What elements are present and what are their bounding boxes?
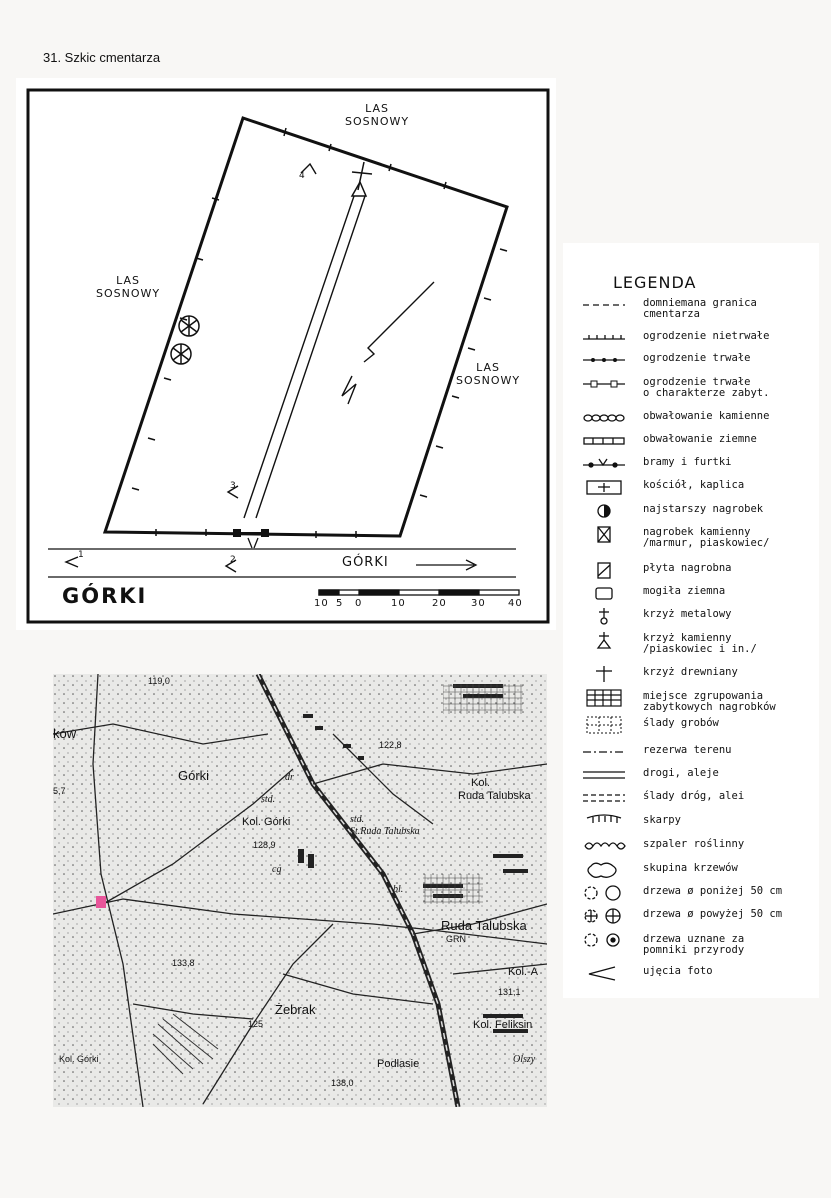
scale-tick: 20 [432, 598, 447, 609]
map-label: Kol. Feliksin [473, 1019, 533, 1031]
grave-cluster-icon [581, 689, 627, 707]
map-label: Kol. Górki [242, 816, 291, 828]
church-icon [581, 478, 627, 496]
scale-tick: 30 [471, 598, 486, 609]
fence-permanent-icon [581, 351, 627, 369]
photo-markers [66, 164, 316, 572]
map-label: dr [285, 772, 294, 783]
map-label: Podlasie [377, 1058, 420, 1070]
legend-item-label: drzewa ø powyżej 50 cm [643, 908, 783, 920]
map-label: std. [350, 814, 365, 825]
map-label: GRN [446, 934, 466, 944]
legend-item-label: bramy i furtki [643, 456, 732, 468]
fence-temporary-icon [581, 329, 627, 347]
map-label: St.Ruda Talubska [350, 826, 420, 837]
metal-cross-icon [581, 607, 627, 625]
cemetery-boundary [105, 118, 507, 536]
map-label: 5,7 [53, 786, 66, 796]
shrubs-icon [581, 861, 627, 879]
scale-tick: 10 [391, 598, 406, 609]
page-title: 31. Szkic cmentarza [43, 50, 161, 65]
topographic-map [53, 674, 547, 1107]
stone-bank-icon [581, 409, 627, 427]
village-label: GÓRKI [62, 584, 148, 608]
reserve-line-icon [581, 743, 627, 761]
earth-grave-icon [581, 584, 627, 602]
photo-shot-icon [66, 557, 78, 567]
road-direction-arrow [416, 560, 476, 570]
map-label: Kol. Górki [59, 1054, 99, 1064]
map-label: Ruda Talubska [458, 790, 531, 802]
map-label: Górki [178, 768, 210, 783]
map-label: 119,0 [148, 676, 170, 686]
map-label: 125 [248, 1019, 264, 1029]
photo-mark-4: 4 [299, 171, 306, 181]
stone-tombstone-icon [581, 525, 627, 543]
stone-cross-icon [581, 631, 627, 649]
forest-label-left: LAS SOSNOWY [96, 274, 161, 300]
wooden-cross-icon [581, 665, 627, 683]
grave-slab-icon [581, 561, 627, 579]
map-label: 138,0 [331, 1078, 354, 1088]
legend-item-label: najstarszy nagrobek [643, 503, 764, 515]
legend-item-label: skupina krzewów [643, 862, 738, 874]
alley-line-right [256, 196, 365, 518]
legend-item-label: skarpy [643, 814, 681, 826]
large-trees-icon [581, 907, 627, 925]
cemetery-sketch [16, 78, 556, 630]
legend-item-label: ogrodzenie nietrwałe [643, 330, 770, 342]
legend-item-label: ogrodzenie trwałe o charakterze zabyt. [643, 376, 770, 399]
legend-item-label: obwałowanie kamienne [643, 410, 770, 422]
map-label: Olszy [513, 1054, 536, 1065]
map-label: std. [261, 794, 276, 805]
map-label: cg [272, 864, 282, 875]
legend-item-label: krzyż drewniany [643, 666, 738, 678]
legend-item-label: miejsce zgrupowania zabytkowych nagrobków [643, 690, 776, 713]
photo-mark-1: 1 [78, 550, 85, 560]
photo-shot-icon [581, 964, 627, 982]
legend-item-label: ślady grobów [643, 717, 719, 729]
legend-item-label: szpaler roślinny [643, 838, 745, 850]
legend-item-label: płyta nagrobna [643, 562, 732, 574]
map-label: 131,1 [498, 987, 521, 997]
slope-icon [581, 813, 627, 831]
map-label: ków [53, 726, 77, 741]
gate-icon [581, 455, 627, 473]
gate-icon [234, 530, 268, 548]
natural-monument-icon [581, 932, 627, 950]
oldest-grave-icon [581, 502, 627, 520]
legend-item-label: ślady dróg, alei [643, 790, 745, 802]
wooden-cross-icon [352, 162, 372, 196]
north-arrow-icon [342, 282, 434, 404]
fence-historic-icon [581, 375, 627, 393]
photo-mark-3: 3 [230, 481, 237, 491]
legend-item-label: drogi, aleje [643, 767, 719, 779]
legend-item-label: krzyż metalowy [643, 608, 732, 620]
scale-tick: 0 [355, 598, 363, 609]
legend-item-label: ujęcia foto [643, 965, 713, 977]
dashed-line-icon [581, 296, 627, 314]
cemetery-location-marker [96, 896, 106, 908]
hedge-icon [581, 837, 627, 855]
scale-tick: 5 [336, 598, 344, 609]
map-label: 133,8 [172, 958, 195, 968]
map-label: Kol.-A [508, 966, 538, 978]
sketch-frame [28, 90, 548, 622]
map-label: Kol. [471, 777, 490, 789]
alley-line-left [244, 196, 354, 518]
legend-item-label: obwałowanie ziemne [643, 433, 757, 445]
legend-item-label: krzyż kamienny /piaskowiec i in./ [643, 632, 757, 655]
road-icon [581, 766, 627, 784]
legend-title: LEGENDA [613, 273, 697, 292]
forest-label-top: LAS SOSNOWY [345, 102, 410, 128]
forest-label-right: LAS SOSNOWY [456, 361, 521, 387]
scale-tick: 40 [508, 598, 523, 609]
sketch-drawing [16, 78, 556, 630]
legend-item-label: mogiła ziemna [643, 585, 726, 597]
map-label: Żebrak [275, 1002, 316, 1017]
map-label: 128,9 [253, 840, 276, 850]
legend-item-label: domniemana granica cmentarza [643, 297, 757, 320]
legend-item-label: drzewa ø poniżej 50 cm [643, 885, 783, 897]
photo-mark-2: 2 [230, 555, 237, 565]
legend [563, 243, 819, 998]
legend-item-label: kościół, kaplica [643, 479, 745, 491]
legend-item-label: ogrodzenie trwałe [643, 352, 751, 364]
legend-item-label: nagrobek kamienny /marmur, piaskowiec/ [643, 526, 770, 549]
legend-item-label: drzewa uznane za pomniki przyrody [643, 933, 745, 956]
earth-bank-icon [581, 432, 627, 450]
small-trees-icon [581, 884, 627, 902]
grave-traces-icon [581, 716, 627, 734]
scale-tick: 10 [314, 598, 329, 609]
legend-item-label: rezerwa terenu [643, 744, 732, 756]
map-drawing [53, 674, 547, 1107]
map-label: bl. [393, 884, 404, 895]
road-label: GÓRKI [342, 555, 389, 570]
scale-bar [319, 590, 519, 595]
road-traces-icon [581, 789, 627, 807]
map-label: Ruda Talubska [441, 918, 527, 933]
map-label: 122,8 [379, 740, 402, 750]
